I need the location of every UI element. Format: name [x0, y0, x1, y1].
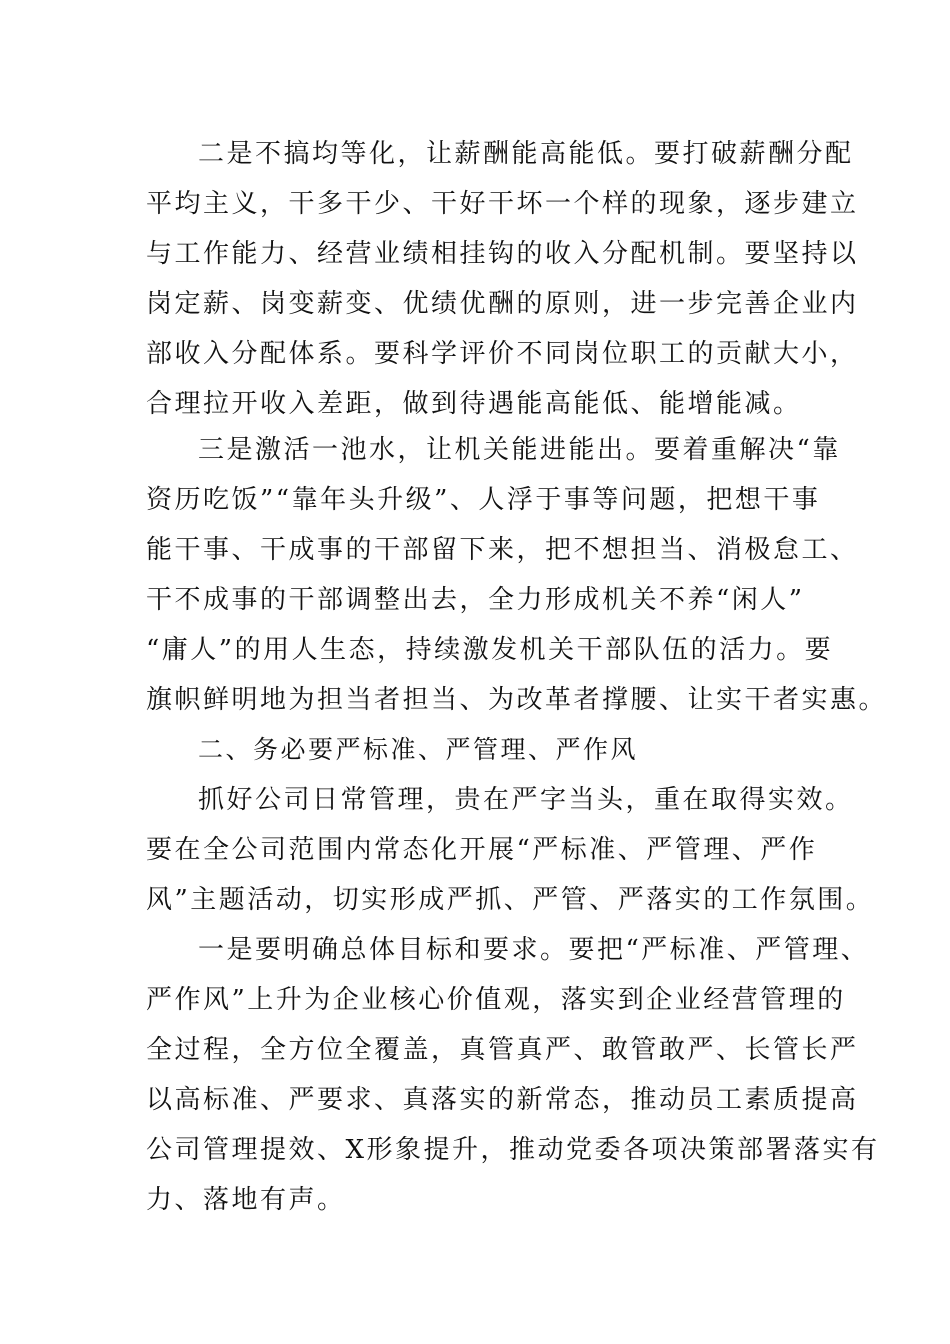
paragraph-line: 三是激活一池水，让机关能进能出。要着重解决“靠 [198, 435, 841, 465]
paragraph-line: 岗定薪、岗变薪变、优绩优酬的原则，进一步完善企业内 [146, 289, 859, 319]
paragraph-line: 干不成事的干部调整出去，全力形成机关不养“闲人” [146, 585, 805, 615]
paragraph-line: 公司管理提效、X形象提升，推动党委各项决策部署落实有 [146, 1135, 880, 1165]
paragraph-line: 部收入分配体系。要科学评价不同岗位职工的贡献大小， [146, 339, 859, 369]
section-heading: 二、务必要严标准、严管理、严作风 [198, 735, 639, 764]
paragraph-line: 二是不搞均等化，让薪酬能高能低。要打破薪酬分配 [198, 139, 854, 169]
paragraph-line: 全过程，全方位全覆盖，真管真严、敢管敢严、长管长严 [146, 1035, 859, 1065]
paragraph-line: 能干事、干成事的干部留下来，把不想担当、消极怠工、 [146, 535, 859, 565]
paragraph-line: 严作风”上升为企业核心价值观，落实到企业经营管理的 [146, 985, 846, 1015]
paragraph-line: 合理拉开收入差距，做到待遇能高能低、能增能减。 [146, 389, 802, 419]
paragraph-line: “庸人”的用人生态，持续激发机关干部队伍的活力。要 [146, 635, 834, 665]
paragraph-line: 抓好公司日常管理，贵在严字当头，重在取得实效。 [198, 785, 854, 815]
paragraph-line: 风”主题活动，切实形成严抓、严管、严落实的工作氛围。 [146, 885, 875, 915]
paragraph-line: 以高标准、严要求、真落实的新常态，推动员工素质提高 [146, 1085, 859, 1115]
paragraph-line: 一是要明确总体目标和要求。要把“严标准、严管理、 [198, 935, 870, 965]
paragraph-line: 与工作能力、经营业绩相挂钩的收入分配机制。要坚持以 [146, 239, 859, 269]
paragraph-line: 要在全公司范围内常态化开展“严标准、严管理、严作 [146, 835, 818, 865]
paragraph-line: 力、落地有声。 [146, 1185, 346, 1215]
paragraph-line: 平均主义，干多干少、干好干坏一个样的现象，逐步建立 [146, 189, 859, 219]
paragraph-line: 旗帜鲜明地为担当者担当、为改革者撑腰、让实干者实惠。 [146, 685, 888, 715]
paragraph-line: 资历吃饭”“靠年头升级”、人浮于事等问题，把想干事 [146, 485, 821, 515]
